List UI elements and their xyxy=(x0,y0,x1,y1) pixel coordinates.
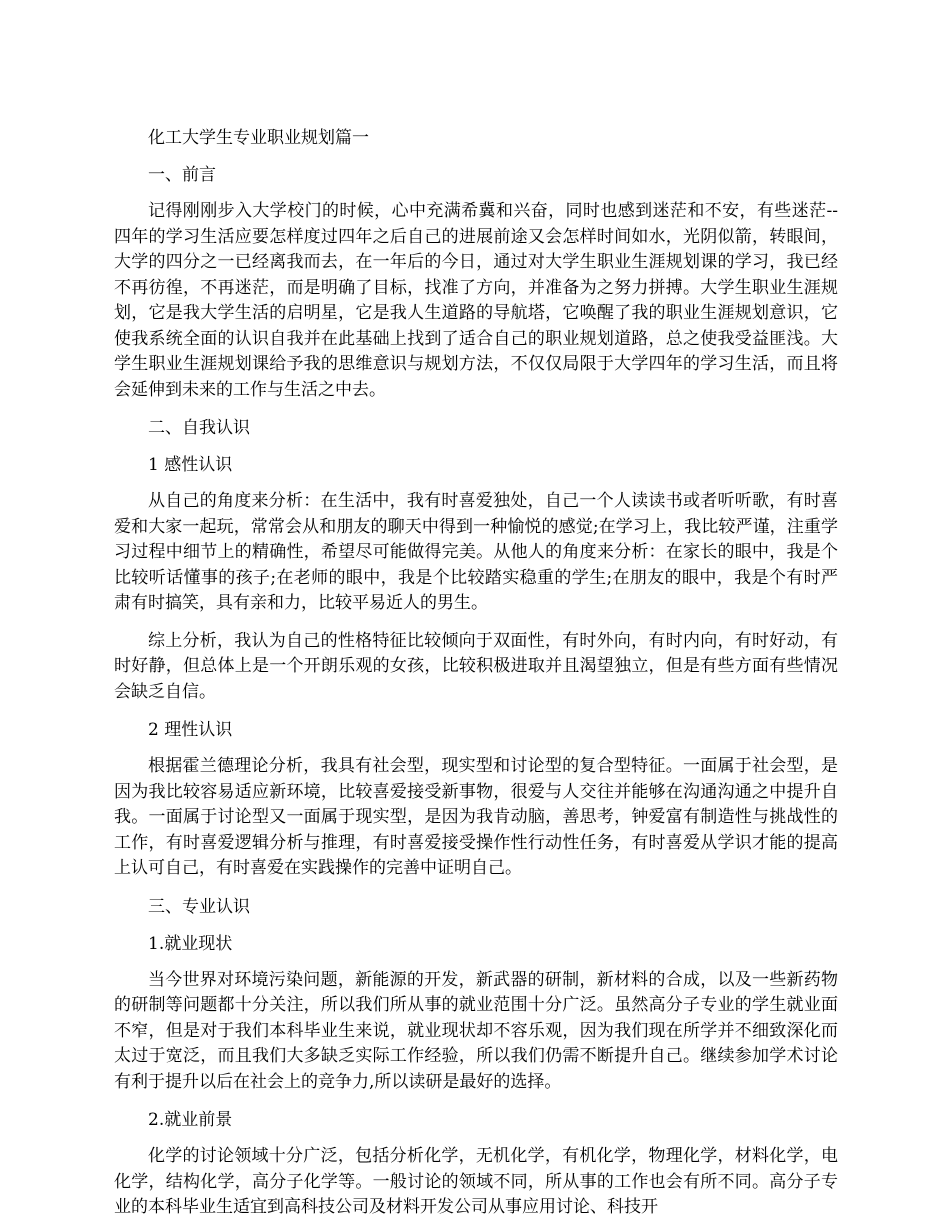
document-body xyxy=(114,125,838,1221)
subheading-employment-status: 1.就业现状 xyxy=(148,933,233,954)
paragraph-employment-status: 当今世界对环境污染问题，新能源的开发，新武器的研制，新材料的合成，以及一些新药物的研制等问题都十分关注，所以我们所从事的就业范围十分广泛。虽然高分子专业的学生就业面不窄，但是对于我们本科毕业生来说，就业现状却不容乐观，因为我们现在所学并不细致深化而太过于宽泛，而且我们大多缺乏实际工作经验，所以我们仍需不断提升自己。继续参加学术讨论有利于提升以后在社会上的竞争力,所以读研是最好的选择。 xyxy=(114,969,838,1092)
paragraph-rational: 根据霍兰德理论分析，我具有社会型，现实型和讨论型的复合型特征。一面属于社会型，是因为我比较容易适应新环境，比较喜爱接受新事物，很爱与人交往并能够在沟通沟通之中提升自我。一面属于讨论型又一面属于现实型，是因为我肯动脑，善思考，钟爱富有制造性与挑战性的工作，有时喜爱逻辑分析与推理，有时喜爱接受操作性行动性任务，有时喜爱从学识才能的提高上认可自己，有时喜爱在实践操作的完善中证明自己。 xyxy=(114,756,838,878)
section-heading-major: 三、专业认识 xyxy=(148,896,250,917)
section-heading-self-knowledge: 二、自我认识 xyxy=(148,418,250,438)
paragraph-perceptual: 从自己的角度来分析：在生活中，我有时喜爱独处，自己一个人读读书或者听听歌，有时喜爱和大家一起玩，常常会从和朋友的聊天中得到一种愉悦的感觉;在学习上，我比较严谨，注重学习过程中细节上的精确性，希望尽可能做得完美。从他人的角度来分析：在家长的眼中，我是个比较听话懂事的孩子;在老师的眼中，我是个比较踏实稳重的学生;在朋友的眼中，我是个有时严肃有时搞笑，具有亲和力，比较平易近人的男生。 xyxy=(114,491,838,613)
subheading-perceptual: 1 感性认识 xyxy=(148,455,233,475)
section-heading-preface: 一、前言 xyxy=(148,165,216,185)
paragraph-preface: 记得刚刚步入大学校门的时候，心中充满希冀和兴奋，同时也感到迷茫和不安，有些迷茫--四年的学习生活应要怎样度过四年之后自己的进展前途又会怎样时间如水，光阴似箭，转眼间，大学的四分之一已经离我而去，在一年后的今日，通过对大学生职业生涯规划课的学习，我已经不再彷徨，不再迷茫，而是明确了目标，找准了方向，并准备为之努力拼搏。大学生职业生涯规划，它是我大学生活的启明星，它是我人生道路的导航塔，它唤醒了我的职业生涯规划意识，它使我系统全面的认识自我并在此基础上找到了适合自己的职业规划道路，总之使我受益匪浅。大学生职业生涯规划课给予我的思维意识与规划方法，不仅仅局限于大学四年的学习生活，而且将会延伸到未来的工作与生活之中去。 xyxy=(114,201,838,400)
document-title: 化工大学生专业职业规划篇一 xyxy=(148,128,369,148)
subheading-rational: 2 理性认识 xyxy=(148,720,233,740)
paragraph-summary: 综上分析，我认为自己的性格特征比较倾向于双面性，有时外向，有时内向，有时好动，有时好静，但总体上是一个开朗乐观的女孩，比较积极进取并且渴望独立，但是有些方面有些情况会缺乏自信。 xyxy=(114,630,838,702)
subheading-employment-prospects: 2.就业前景 xyxy=(148,1110,233,1130)
paragraph-employment-prospects: 化学的讨论领域十分广泛，包括分析化学，无机化学，有机化学，物理化学，材料化学，电化学，结构化学，高分子化学等。一般讨论的领域不同，所从事的工作也会有所不同。高分子专业的本科毕业生适宜到高科技公司及材料开发公司从事应用讨论、科技开 xyxy=(114,1146,838,1217)
